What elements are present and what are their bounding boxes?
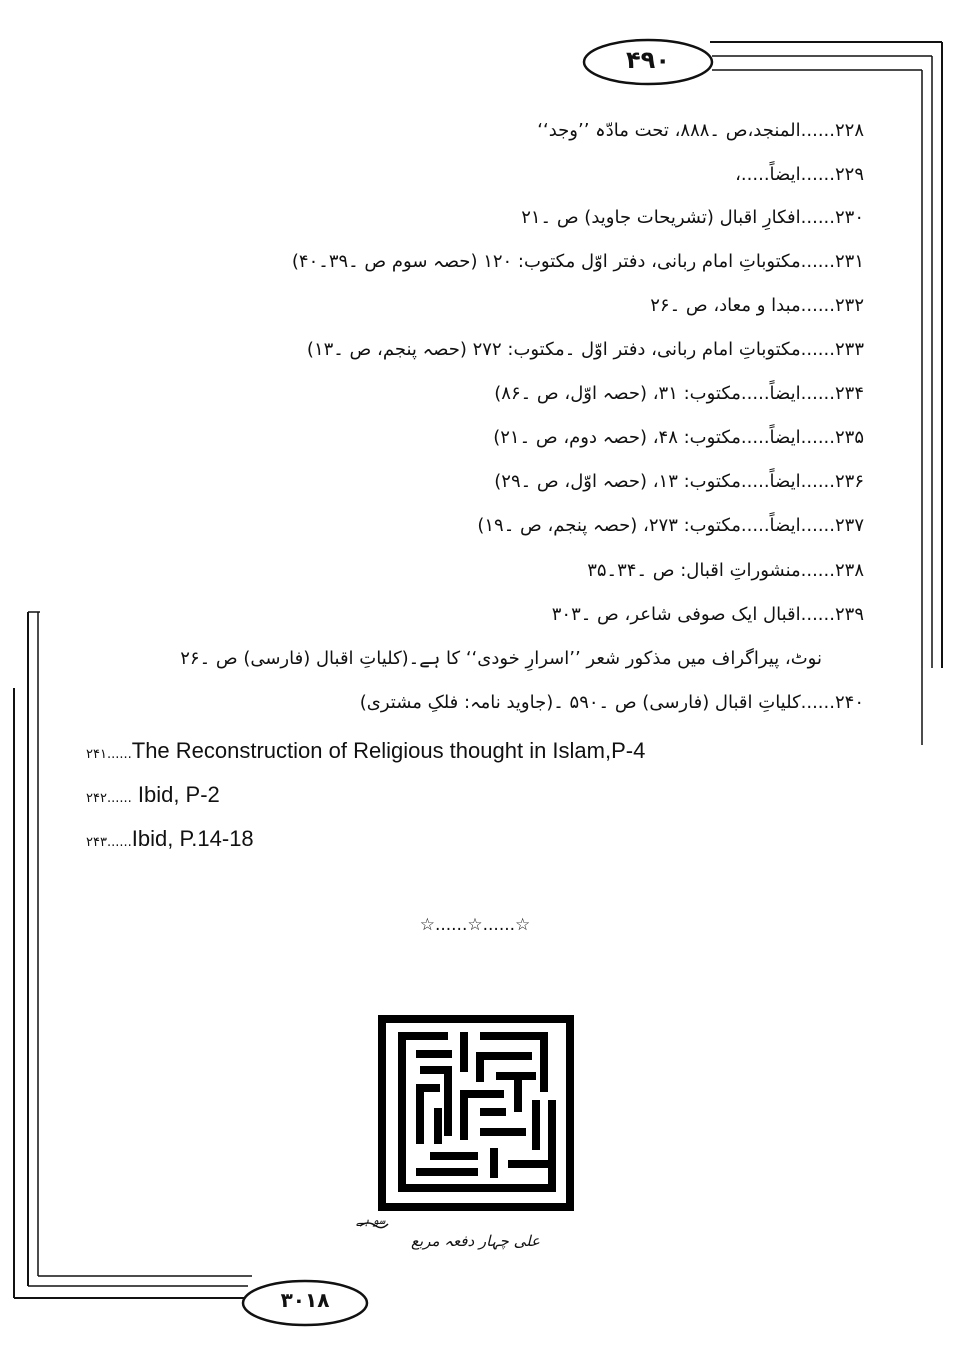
- footnote-235: ۲۳۵......ایضاً.....مکتوب: ۴۸، (حصہ دوم، ص ۔۲۱): [493, 427, 864, 448]
- footnote-228: ۲۲۸......المنجد،ص ۔۸۸۸، تحت مادّہ ’’وجد‘‘: [537, 120, 864, 141]
- footnote-233: ۲۳۳......مکتوباتِ امام ربانی، دفتر اوّل ۔مکتوب: ۲۷۲ (حصہ پنجم، ص ۔۱۳): [306, 339, 864, 360]
- artist-signature: سو ہے: [356, 1214, 386, 1227]
- footnote-236: ۲۳۶......ایضاً.....مکتوب: ۱۳، (حصہ اوّل، ص ۔۲۹): [494, 471, 864, 492]
- calligraphy-caption: علی چہار دفعہ مربع: [411, 1232, 540, 1250]
- footnote-234: ۲۳۴......ایضاً.....مکتوب: ۳۱، (حصہ اوّل، ص ۔۸۶): [494, 383, 864, 404]
- footnote-229: ۲۲۹......ایضاً.....،: [735, 164, 864, 185]
- footnote-230: ۲۳۰......افکارِ اقبال (تشریحات جاوید) ص ۔۲۱: [521, 207, 864, 228]
- footnote-231: ۲۳۱......مکتوباتِ امام ربانی، دفتر اوّل مکتوب: ۱۲۰ (حصہ سوم ص ۔۳۹۔۴۰): [291, 251, 864, 272]
- bottom-page-number: ۳۰۱۸: [280, 1288, 330, 1312]
- footnote-232: ۲۳۲......مبدا و معاد، ص ۔۲۶: [650, 295, 864, 316]
- footnote-240: ۲۴۰......کلیاتِ اقبال (فارسی) ص ۔۵۹۰ ۔(جاوید نامہ: فلکِ مشتری): [359, 692, 864, 713]
- footnote-237: ۲۳۷......ایضاً.....مکتوب: ۲۷۳، (حصہ پنجم، ص ۔۱۹): [477, 515, 864, 536]
- footnote-241: ۲۴۱......The Reconstruction of Religious thought in Islam,P-4: [86, 738, 646, 763]
- footnote-243: ۲۴۳......Ibid, P.14-18: [86, 826, 254, 851]
- footnote-242: ۲۴۲...... Ibid, P-2: [86, 782, 220, 807]
- top-page-number: ۴۹۰: [626, 46, 670, 74]
- star-divider: ☆......☆......☆: [419, 915, 531, 935]
- footnote-239: ۲۳۹......اقبال ایک صوفی شاعر، ص ۔۳۰۳: [551, 604, 864, 625]
- footnote-note: نوٹ، پیراگراف میں مذکور شعر ’’اسرارِ خودی‘‘ کا ہے۔(کلیاتِ اقبال (فارسی) ص ۔۲۶: [180, 648, 822, 669]
- footnote-238: ۲۳۸......منشوراتِ اقبال: ص ۔۳۴۔۳۵: [587, 560, 864, 581]
